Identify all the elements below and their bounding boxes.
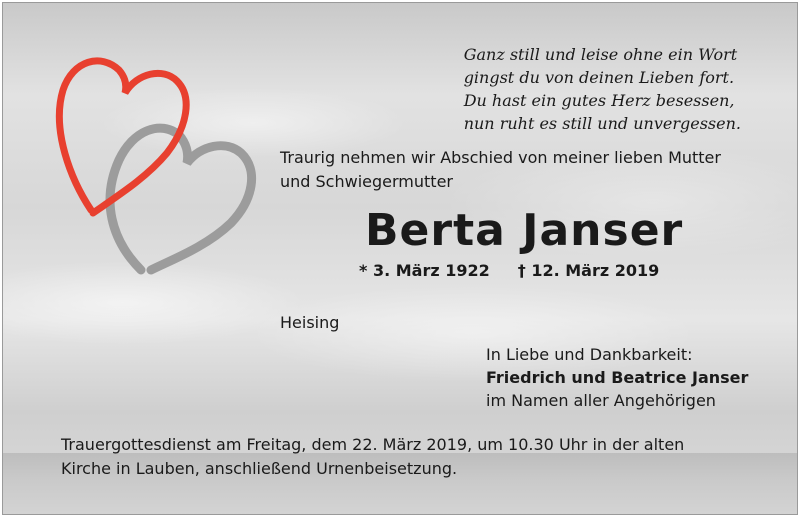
poem-line: gingst du von deinen Lieben fort.	[463, 68, 735, 87]
birth-date: * 3. März 1922	[359, 261, 490, 280]
intro-line: und Schwiegermutter	[280, 172, 453, 191]
intro-text	[280, 146, 721, 194]
red-heart-icon	[59, 61, 186, 213]
grey-heart-icon	[110, 128, 252, 270]
obituary-notice	[2, 2, 798, 515]
mourners-block	[486, 343, 748, 412]
place-name: Heising	[280, 313, 340, 332]
two-hearts-icon	[41, 35, 271, 275]
mourners-family: im Namen aller Angehörigen	[486, 391, 716, 410]
poem-line: Ganz still und leise ohne ein Wort	[463, 45, 738, 64]
service-info	[61, 433, 684, 481]
intro-line: Traurig nehmen wir Abschied von meiner lieben Mutter	[280, 148, 721, 167]
death-date: † 12. März 2019	[517, 261, 660, 280]
life-dates	[359, 261, 659, 280]
poem-line: nun ruht es still und unvergessen.	[463, 114, 741, 133]
mourners-intro: In Liebe und Dankbarkeit:	[486, 345, 693, 364]
deceased-name: Berta Janser	[365, 205, 684, 256]
service-line: Trauergottesdienst am Freitag, dem 22. März 2019, um 10.30 Uhr in der alten	[61, 435, 685, 454]
poem-line: Du hast ein gutes Herz besessen,	[463, 91, 735, 110]
service-line: Kirche in Lauben, anschließend Urnenbeisetzung.	[61, 459, 458, 478]
mourners-names: Friedrich und Beatrice Janser	[486, 368, 749, 387]
poem	[464, 43, 741, 135]
